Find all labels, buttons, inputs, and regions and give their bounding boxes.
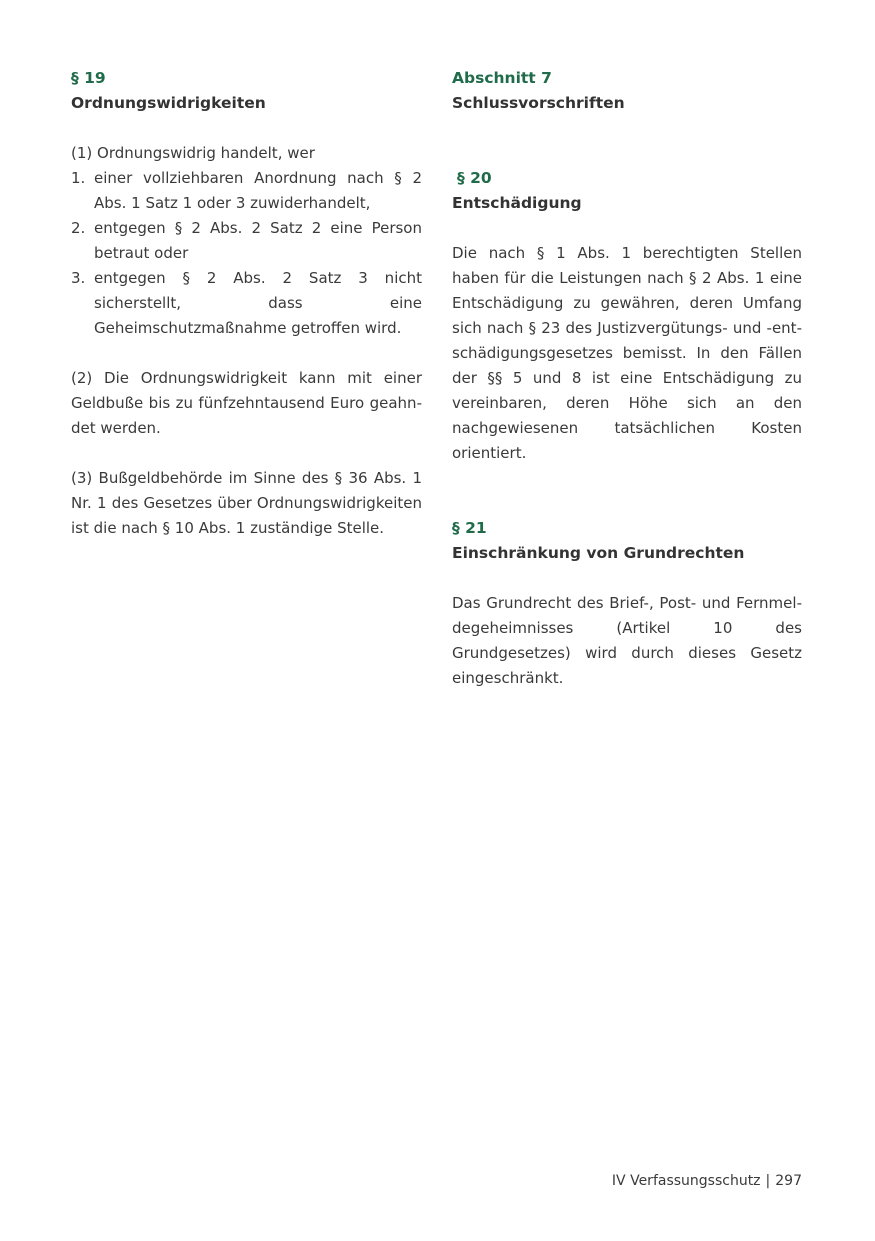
list-item-text: entgegen § 2 Abs. 2 Satz 2 eine Person betraut oder (94, 219, 422, 262)
right-column (452, 66, 802, 691)
section-20-text: Die nach § 1 Abs. 1 berechtigten Stellen haben für die Leistungen nach § 2 Abs. 1 eine Entschädigung zu gewähren, deren Umfang sich nach § 23 des Justizvergütungs- und -entschädigungsgesetzes bemisst. In den Fällen der §§ 5 und 8 ist eine Entschädigung zu vereinbaren, deren Höhe sich an den nachgewiesenen tatsächlichen Kosten orientiert. (452, 244, 802, 462)
page-number: 297 (775, 1173, 802, 1189)
chapter-section-number: Abschnitt 7 (452, 69, 552, 87)
section-19-paragraph-3: (3) Bußgeldbehörde im Sinne des § 36 Abs. 1 Nr. 1 des Gesetzes über Ordnungswidrigkeiten ist die nach § 10 Abs. 1 zuständige Stelle. (71, 469, 422, 537)
section-19-item-list (71, 166, 422, 341)
list-item-number: 1. (71, 169, 86, 187)
section-20-number: § 20 (457, 169, 492, 187)
list-item (71, 166, 422, 216)
footer-chapter-label: IV Verfassungsschutz (611, 1173, 761, 1189)
chapter-section-title: Schlussvorschriften (452, 94, 625, 112)
section-19-number: § 19 (71, 69, 106, 87)
list-item-text: einer vollziehbaren Anordnung nach § 2 Abs. 1 Satz 1 oder 3 zuwiderhandelt, (94, 169, 422, 212)
section-21-title: Einschränkung von Grundrechten (452, 544, 745, 562)
footer-separator: | (765, 1173, 771, 1189)
section-21-text: Das Grundrecht des Brief-, Post- und Fernmeldegeheimnisses (Artikel 10 des Grundgesetzes) wird durch dieses Gesetz eingeschränkt. (452, 594, 802, 687)
section-21-number: § 21 (452, 519, 487, 537)
page-footer (612, 1169, 802, 1194)
section-19-paragraph-2: (2) Die Ordnungswidrigkeit kann mit einer Geldbuße bis zu fünfzehntausend Euro geahndet werden. (71, 369, 422, 437)
list-item (71, 216, 422, 266)
section-19-title: Ordnungswidrigkeiten (71, 94, 266, 112)
left-column (71, 66, 422, 541)
section-19-paragraph-1-intro: (1) Ordnungswidrig handelt, wer (71, 144, 315, 162)
list-item (71, 266, 422, 341)
list-item-text: entgegen § 2 Abs. 2 Satz 3 nicht sicherstellt, dass eine Geheimschutzmaßnahme getroffen wird. (94, 269, 422, 337)
section-20-title: Entschädigung (452, 194, 582, 212)
list-item-number: 3. (71, 269, 86, 287)
list-item-number: 2. (71, 219, 86, 237)
